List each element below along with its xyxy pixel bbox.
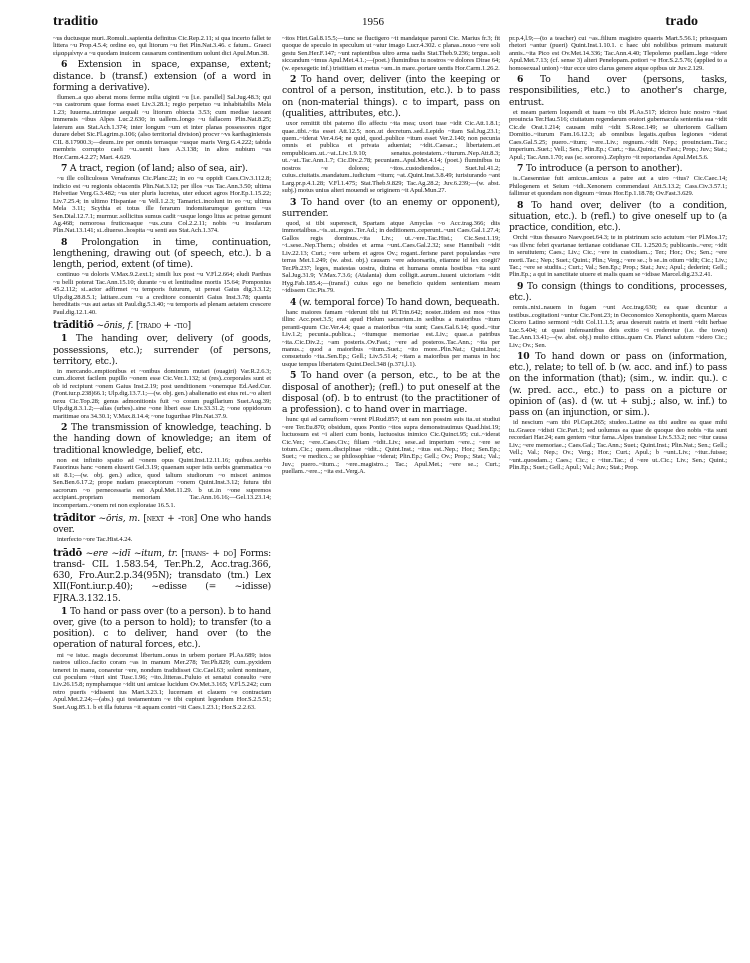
sense-definition [282,297,500,308]
entry-lemma: trāditor [53,512,96,524]
sense-number: 10 [517,351,530,363]
citation-block: interfecto ~ore Tac.Hist.4.24. [57,536,133,544]
sense-text: To hand or pass over (to a person). b to hand over, give (to a person to hold); to transfer (to a position). c to deliver, hand over (to the operation of natural forces, etc.). [53,605,271,651]
citation-block: mi ~e istuc. magis decorumst libertum..onus in urbem portare Pl.As.689; istos rastros uilico..facito coram ~as in manum Mer.278; Ter.Ph.829; cum..pyxidem teneret in manu, conaretur ~ere, nondum tradidisset Cic.Cael.63; solent nominare, cui poculum ~ituri sint Tusc.1.96; ~ito..litteras..Fuluio et senatui consulto ~ere Liv.26.15.8; nymphamque ~idit uni amicae lucidum Ov.Met.3.165; V.Fl.5.242; cum retro puerīs ~idissent ius Mart.3.23.1; lucernam et clauem ~e contractam Apul.Met.2.24;—(abs.) qui testamentum ~e tibi cupiunt legendum Hor.S.2.5.51; Suet.Aug.85.1. b et illa futurus ~it aquam contri ~iti Caes.1.23.1; Hor.S.2.2.63. [53,651,271,711]
sense-definition [509,351,727,418]
citation-block: id nescium ~am tibi Pl.Capt.265; studeo..Latine ea tibi audire ea quae mihi tu..Graece ~idisti Cic.Part.1; sed uolumus ea quae de quoque deo nobis ~ita sunt recordari Har.24; eam gentem ~itur fama..Alpes transisse Liv.5.33.2; nec ~itur causa Liv.; ~ere memoriae..; Caes.Gal.; Tac.Ann.; Suet.; Quint.Inst.; Plin.Nat.; Sen.; Gell.; Vell.; Val.; Nep.; Ov.; Verg.; Hor.; Curt.; Apul.; b ~unt..Liv.; ~itur..fuisse; ~unt..quosdam..; Caes.; Cic.; c ~itur..Tac.; d ~ere ut..Cic.; Liv.; Sen.; Quint.; Plin.Ep.; Suet.; Gell.; Apul.; Val.; Juv.; Stat.; Prop. [509,419,727,471]
entry-grammar: ~ōris, m. [95,512,144,524]
sense-definition [53,237,271,271]
sense-number: 2 [290,74,297,86]
sense-number: 8 [517,199,524,211]
sense-number: 4 [290,296,297,308]
sense-text: To consign (things to conditions, processes, etc.). [509,280,727,304]
citation-block: in mercando..emptionibus et ~onibus dominum mutari (ouagiri) Var.R.2.6.3; cum..diceret facilem pupillo ~onem esse Cic.Ver.1.132; si (res)..corporales sunt et ob id recipiunt ~onem Gaius Inst.2.19; post uenditionem ~onemque Ed.Aed.Cur.(Font.iur.p.238)66.1; Ulp.dig.13.7.1;—(w. obj. gen.) abalienatio est eius rei..~o alteri nexu Cic.Top.28; genus admonitionis fuit ~o coram pugillarium Suet.Aug.39; Ulp.dig.8.3.1.2;—alias (urbes)..sine ~one liberi esse Liv.33.31.2; ~one oppidorum maritimae ora 34.30.1; V.Max.8.14.4; ~one Iugurthae Plin.Nat.37.9. [53,368,271,420]
sense-text: To hand over, deliver (into the keeping or control of a person, institution, etc.). b to pass on (non-material things). c to impart, pass on (qualities, attributes, etc.). [282,74,500,119]
sense-text: The transmission of knowledge, teaching. b the handing down of knowledge; an item of traditional knowledge, belief, etc. [53,422,271,456]
entry-grammar: ~ōnis, f. [93,320,136,332]
citation-block: Orchi ~itus thesauro Naev.poet.64.3; te in pistrinum scio actutum ~ier Pl.Mos.17; ~as illvnc febri qvartanae tertianae cotidianae CIL 1.2520.5; publicanis..~ere; ~idit in seruitutem; Caes.; Liv.; Cic.; ~ere in custodiam..; Ter.; Hor.; Ov.; Sen.; ~ere morti..Tac.; Nep.; Suet.; Quint.; Plin.; Verg.; ~ere se..; b se..in otium ~idit; Cic.; Liv.; Tac.; ~ere se studiis..; Curt.; Val.; Sen.Ep.; Prop.; Stat.; Juv.; Apul.; dederint; Gell.; Plin.Ep.; a qui in sanctitate uiuere et malis quam se ~idisse Marcel.dig.23.2.41. [509,234,727,279]
sense-definition [509,281,727,303]
left-running-headword: traditio [53,14,99,29]
sense-text: A tract, region (of land; also of sea, air). [67,163,248,175]
sense-definition [53,59,271,93]
sense-text: To hand over (persons, tasks, responsibilities, etc.) to another's charge, entrust. [509,74,727,108]
sense-text: To introduce (a person to another). [523,163,683,175]
sense-text: To hand over, deliver (to a condition, situation, etc.). b (refl.) to give oneself up to (a practice, condition, etc.). [509,199,727,234]
sense-number: 2 [61,422,68,434]
entry-etymology: [trans- + do] [181,547,237,559]
sense-number: 7 [61,163,68,175]
sense-number: 5 [290,370,297,382]
citation-block: continuo ~u doloris V.Max.9.2.ext.1; simili lux post ~u V.Fl.2.664; eludi Parthus ~u belli poterat Tac.Ann.15.10; durante ~u et lentitudine mortis 15.64; Pomponius 45.2.112; si..actor adfirmet ~u temporis futurum, ut pereat Gaius dig.3.3.12; Ulp.dig.28.8.5.1; latitare..cum ~u a creditore conueniri Gaius Inst.3.78; quanta hereditatis ~us aut aetas sit Paul.dig.5.3.40; ~u temporis ad plenam aetatem crescere Paul.dig.12.1.40. [53,271,271,316]
entry-etymology: [trado + -tio] [135,320,191,332]
citation-block: ~itos Hirt.Gal.8.15.5;—tunc se fluctigero ~it mandatque paroni Cic. Marius fr.3; fit quoque de speculo in speculum ut ~atur imago Lucr.4.302. c planas..nouo ~ere soli gestu Sen.Her.F.147; ~unt rapientibus ultro arma uadis Stat.Theb.9.236; tergus..soli siccandum ~imus Apul.Met.4.1.;—(poet.) fluminibus tu nostros ~e dolores Dirae 64; (w. epexegetic inf.) tristitiam et metus ~am..in mare..portare uentis Hor.Carm.1.26.2. [282,35,500,72]
column-2 [282,35,500,955]
sense-number: 8 [61,236,68,248]
right-running-headword: trado [665,14,698,29]
sense-definition [509,200,727,234]
sense-definition [282,197,500,219]
citation-block: uxor remittit tibi paterno illo affectu ~ita mea; uxori tuae ~idit Cic.Att.1.8.1; quae..tibi..~ita esset Att.12.5; non..ut decretum..sed..Lepido ~itam Sal.Jug.23.1; quem..~iderat Ver.4.64; ne quid, quod..publice ~itum esset Ver.2.140; non pecunia omnis et publica et privata adueniat; ~idit..Caesar..; libertatem..et rempublicam..ut..~at..Liv.1.9.10; senatus..potestatem..~iturum..Nep.Att.8.3; ut..~at..Tac.Ann.1.7; Cic.Div.2.78; pecuniam..Apul.Met.4.14; (poet.) fluminibus tu nostros ~e dolores; ~itos..custodiendos..; Suet.Iul.41.2; cuius..ciuitatis..mandatum..iudicium ~itum; ~at..Quint.Inst.3.8.49; iurisiurando ~ant Larg.pr.p.4.1.28; V.Fl.1.475; Stat.Theb.9.829; Tac.Ag.28.2; Juv.6.239;—(w. abst. subj.) motus unius alteri mouendi se originem ~it Apul.Mun.27. [282,120,500,195]
sense-text: Prolongation in time, continuation, lengthening, drawing out (of speech, etc.). b a length, period, extent (of time). [53,236,271,271]
column-1 [53,35,271,955]
sense-definition [53,606,271,651]
sense-text: Extension in space, expanse, extent; distance. b (transf.) extension (of a word in forming a derivative). [53,59,271,93]
sense-number: 3 [290,196,297,208]
citation-block: is..Caesenniae fuit amicus..amicus a patre aut a uiro ~itus? Cic.Caec.14; Philogenem et Seium ~idi..Xenonem commendaui Att.5.13.2; Cass.Civ.3.57.1; fallimur et quondam non dignum ~imus Hor.Ep.1.18.78; Ov.Fast.3.629. [509,175,727,198]
citation-block: ~u ille colliculosus Venafranus Cic.Planc.22; in eo ~u oppidi Caes.Civ.3.112.8; indicio est ~u regionis obiacentis Plin.Nat.3.12; per illos ~us Tac.Ann.3.50; ultima Helvetiae Verg.G.3.482; ~us uter pluris lucretus, uter educet agros Hor.Ep.1.15.22; Liv.7.25.4; in ultimo Hispaniae ~u Vell.1.2.3; Tamarici..incolunt in eo ~u; ultima Mela 3.11; Scythia et totus ille ferarum indomitarumque gentium ~us Sen.Dial.12.7.1; murmur..sollicitus sumus cadit ~usque longo litus ac petrae gemunt Ag.468; nemorosa fruticosaque ~us..cura Col.2.2.11; nobis ~u insularum Plin.Nat.13.141; si..diuerso..hospita ~u senti aus Stat.Ach.1.374. [53,175,271,235]
dictionary-entry-head [53,548,271,604]
citation-block: quod, si tibi superescit, Spartam atque Amyclas ~o Acc.trag.366; diis immortalibus..~is..ut..regno..Ter.Ad.; in deditionem..ceperunt..~unt Caes.Gal.1.27.4; Gallos regis dominus..~ita Liv.; ut..~ere..Tac.Hist.; Cic.Sest.1.19; ~i..sese..Nep.Them.; obsides et arma ~unt..Caes.Gal.2.32; sese Hannibali ~idit Liv.22.13; Curt.; ~ere urbem et agros Ov.; rogant..ferisne paret populandas ~ere terras Met.1.249; (w. abst. obj.) causam ~ere aduorsariis, etiamne id lex coegit? Ter.Ph.237; leges, maiestas uostra, diuina et humana omnia hostibus ~ita sunt Sal.Jug.31.9; V.Max.7.3.6; (Atalanta) dum colligit..aurum..iuueni uictoriam ~idit Hyg.Fab.185.4;—(transf.) cuius ego ne beneficio quidem sententiam meam ~idissem Cic.Pis.79. [282,220,500,295]
sense-text: (w. temporal force) To hand down, bequeath. [296,296,500,308]
column-3 [509,35,727,955]
sense-text: To hand over (to an enemy or opponent), surrender. [282,196,500,219]
entry-lemma: trāditiō [53,320,94,332]
sense-number: 9 [517,280,524,292]
sense-number: 7 [517,163,524,175]
dictionary-entry-head [53,320,271,331]
entry-etymology: [next + -tor] [143,512,198,524]
entry-gloss: One who hands over. [53,512,271,536]
citation-block: remis..nixi..nauem in fugam ~unt Acc.trag.630; ea quae dicuntur a testibus..cogitationi ~untur Cic.Font.23; in Oeconomico Xenophontis, quem Marcus Cicero Latino sermoni ~idit Col.11.1.5; arua deseruit rastris et inerti ~idit herbae Luc.5.404; ut quasi infensantibus deis exitio ~i crederetur (i.e. the town) Tac.Ann.13.41;—(w. abst. obj.) multo citius..quam Cn. Planci salutem ~idero Cic.; Liv.; Ov.; Sen. [509,304,727,349]
citation-block: hanc maiores famam ~iderunt tibi tui Pl.Trin.642; noster..itidem est mos ~itus illinc Acc.poet.3.5; erat apud Helum sacrarium..in sedibus a maioribus ~itum peranti-quum Cic.Ver.4.4; quae a maioribus ~ita sunt; Caes.Gal.6.14; quod..~itur Liv.1.2; pecunia..publica..; ~itumque memoriae est..Liv.; quae..a patribus ~ita..Cic.Div.2.; ~am posteris..Ov.Fast.; ~ere ad posteros..Tac.Ann.; ~ita per manus..; quod a maioribus ~itum..Suet.; ~ito more..Plin.Nat.; Quint.Inst.; consuetudo ~ita..Sen.Ep.; Gell.; Liv.5.51.4; ~itam a maioribus per manus in hoc usque tempus libertatem Quint.Decl.348 (p.371,l.1). [282,308,500,368]
citation-block: hunc qui ad carnuficem ~erent Pl.Rud.857; ut eam non possim suis ita..ut studiui ~ere Ter.Eu.870; obsidum, quos Pontio ~itos supra demonstrauimus Quad.hist.19; luctuosum est ~i alieri cum bonis, luctuosius inimico Cic.Quinct.95; cui..~iderat Cic.Ver.; ~ere..Caes.Civ.; filiam ~idit..Liv.; sese..ad imperium ~ere..; ~ere se totum..Cic.; quem..disciplinae ~idit..; Quint.Inst.; ~itus est..Nep.; Hor.; Sen.Ep.; Suet.; ~e medico..; se philosophiae ~iderat; Plin.Ep.; Gell.; Ov.; Prop.; Stat.; Val.; Juv.; puero..~itum..; ~ere..magistro..; Tac.; Apul.Met.; ~ere se..; Curt.; puellam..~ere..; ~ita est..Verg.A. [282,416,500,476]
sense-number: 1 [61,605,68,617]
citation-block: non est infinito spatio ad ~onem opus Quint.Inst.12.11.16; quibus..uerbis Fauorinus hanc ~onem eluserit Gel.3.19; quaenam super istis uerbis grammatica ~o sit 8.1;—(w. obj. gen.) adice, quod talium studiorum ~o miscet animos Sen.Ben.6.17.2; prope nudam praeceptorum ~onem Quint.Inst.3.12; futura tibi sacrorum ~o pernecessaria est Apul.Met.11.29. b ut..in ~one supremos accipiant..propriam memoriam Tac.Ann.16.16;—Gel.13.23.14; incompertam..~onem rei non exploratae 16.5.1. [53,456,271,509]
citation-block: et meam partem loquendi et tuam ~o tibi Pl.As.517; idcirco huic nostro ~itast prouincia Ter.Hau.516; ciuitatum regendarum oratori gubernacula sententia sua ~idit Cic.de Orat.1.214; causam mihi ~idit S.Rosc.149; se ulteriorem Galliam Domitio..~iturum Fam.16.12.3; ab omnibus legatis..quibus legiones ~iderat Caes.Gal.5.25; puero..~itum; ~ere..Liv.; regnum..~idit Nep.; prouinciam..Tac.; imperium..Suet.; Vell.; Sen.; Plin.Ep.; Curt.; ~ita..Quint.; Ov.Fast.; Prop.; Juv.; Stat.; Apul.; Tac.Ann.1.70; eas (sc. sorores)..Zephyro ~it reportandas Apul.Met.5.6. [509,108,727,161]
dictionary-entry-head [53,513,271,535]
sense-definition [53,422,271,456]
sense-number: 1 [61,333,68,345]
citation-block: ~us ductusque muri..Romuli..sapientia definitus Cic.Rep.2.11; si qua incerto fallet te littera ~u Prop.4.5.4; ordine eo, qui litorum ~u fiet Plin.Nat.3.46. c fatum.. Graeci εἱμαρμένην a ~u quodam inuicem causarum continentium uolunt dici Apul.Mun.38. [53,35,271,57]
entry-grammar: ~ere ~idī ~itum, tr. [82,547,182,559]
sense-definition [53,163,271,174]
sense-text: To hand over (a person, etc., to be at the disposal of another); (refl.) to put oneself at the disposal (of). b to entrust (to the practitioner of a profession). c to hand over in marriage. [282,370,500,415]
entry-lemma: trādō [53,547,83,559]
sense-text: To hand down or pass on (information, etc.), relate; to tell of. b (w. acc. and inf.) to pass on the information (that); (sim., w. indir. qu.). c (w. pred. acc., etc.) to pass on a picture or opinion of (as). d (w. ut + subj.; also, w. inf.) to pass on (an injunction, or sim.). [509,351,727,419]
sense-definition [53,333,271,367]
page-number: 1956 [362,16,384,28]
citation-block: flumen..a quo aberat mons ferme milia uiginti ~u [i.e. parallel] Sal.Jug.48.3; qui ~us castrorum quae forma esset Liv.3.28.1; regio perpetuo ~u inhabitabilis Mela 1.23; Iuuerna..utrimque aequali ~u litorum obiecta 3.53; cum mediae iaceant immensis ~ibus Alpes Luc.2.630; in uallem..longo ~u fallacem Plin.Nat.8.25; laterum aus Stat.Ach.1.374; inter longum ~um et inter planas possessores rigor durare debet Sic.Fl.agrim.p.106; (also territorial division) procvr ~vs karthaginiensis CIL 8.17900.3;—deum..ire per omnis terrasque ~usque maris Verg.G.4.222; tabida membris corrupto caeli ~u..uenit lues A.3.138; in altos nubium ~us Hor.Carm.4.2.27; Mart. 4.629. [53,93,271,161]
sense-definition [509,163,727,174]
page-header [0,0,750,34]
sense-definition [509,74,727,108]
sense-number: 6 [517,74,524,86]
sense-number: 6 [61,59,68,71]
entry-gloss: Forms: transd- CIL 1.583.54, Ter.Ph.2, Acc.trag.366, 630, Fro.Aur.2.p.34(95N); transdato (tm.) Lex XII(Font.iur.p.40); ~edisse (= ~idisse) FJRA.3.132.15. [53,547,271,604]
citation-block: pr.p.4,l.9;—(to a teacher) cui ~as..filium magistro quaeris Mart.5.56.1; priusquam rhetori ~antur (pueri) Quint.Inst.1.10.1. c haec ubi nobilibus primum maturuit annis..~ita Pico est Ov.Met.14.336; Tac.Ann.4.40; Tlepolemo puellam..lege ~idere Apul.Met.7.13; (cf. sense 3) alteri Penelopam..potiori ~e Hor.S.2.5.76; (applied to a homosexual union) ~itur ecce uiro clarus genere atque opibus uir Juv.2.129. [509,35,727,72]
sense-text: The handing over, delivery (of goods, possessions, etc.); surrender (of persons, territory, etc.). [53,333,271,367]
sense-definition [282,370,500,415]
sense-definition [282,74,500,119]
